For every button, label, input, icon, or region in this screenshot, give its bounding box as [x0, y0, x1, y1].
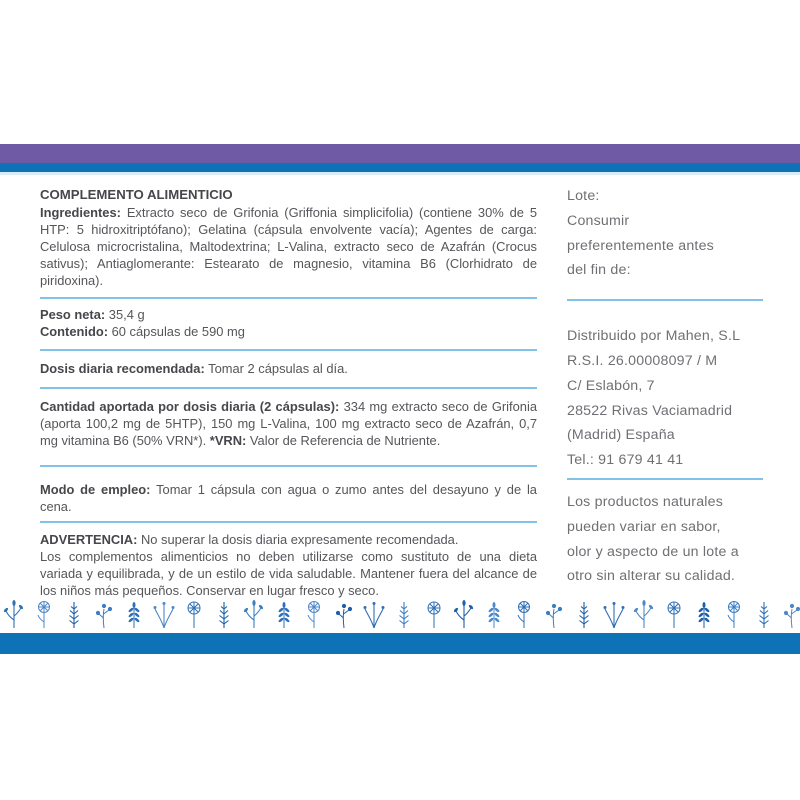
plant-illustrations-border-icon — [0, 598, 800, 632]
section-divider — [40, 465, 537, 467]
note-line: pueden variar en sabor, — [567, 518, 721, 535]
page-title: COMPLEMENTO ALIMENTICIO — [40, 187, 233, 202]
amount-per-dose-text: 334 mg extracto seco de Grifonia (aporta 100,2 mg de 5HTP), 150 mg L-Valina, 100 mg extracto seco de Azafrán, 0,7 mg vitamina B6 (50% VRN*). — [40, 399, 537, 448]
content-value: 60 cápsulas de 590 mg — [111, 324, 245, 339]
note-line: olor y aspecto de un lote a — [567, 543, 739, 560]
note-line: Los productos naturales — [567, 493, 724, 510]
amount-per-dose-paragraph — [40, 398, 537, 449]
best-before-line: del fin de: — [567, 262, 631, 279]
ingredients-paragraph — [40, 204, 537, 289]
distributor-line: (Madrid) España — [567, 427, 675, 444]
distributor-phone: Tel.: 91 679 41 41 — [567, 452, 684, 469]
usage-text: Tomar 1 cápsula con agua o zumo antes del desayuno y de la cena. — [40, 482, 537, 514]
daily-dose-label: Dosis diaria recomendada: — [40, 361, 205, 376]
natural-products-note — [567, 490, 763, 589]
net-weight-label: Peso neta: — [40, 307, 106, 322]
net-weight-value: 35,4 g — [108, 307, 145, 322]
bottom-blue-band — [0, 633, 800, 654]
date-fill-in-line — [567, 299, 763, 301]
top-purple-band — [0, 144, 800, 163]
section-divider — [40, 349, 537, 351]
lot-distributor-column — [567, 184, 763, 589]
distributor-block — [567, 324, 763, 473]
top-blue-band — [0, 163, 800, 172]
daily-dose-text: Tomar 2 cápsulas al día. — [208, 361, 348, 376]
usage-label: Modo de empleo: — [40, 482, 151, 497]
content-row — [40, 323, 537, 340]
best-before-line: Consumir — [567, 212, 630, 229]
net-weight-row — [40, 306, 537, 323]
section-divider — [40, 387, 537, 389]
best-before-line: preferentemente antes — [567, 237, 714, 254]
label-info-column — [40, 186, 537, 599]
usage-paragraph — [40, 481, 537, 515]
warning-label: ADVERTENCIA: — [40, 532, 138, 547]
note-line: otro sin alterar su calidad. — [567, 568, 736, 585]
distributor-line: Distribuido por Mahen, S.L — [567, 328, 741, 345]
lot-label: Lote: — [567, 188, 600, 204]
content-label: Contenido: — [40, 324, 109, 339]
warning-paragraph — [40, 531, 537, 599]
vrn-text: Valor de Referencia de Nutriente. — [249, 433, 441, 448]
ingredients-text: Extracto seco de Grifonia (Griffonia simplicifolia) (contiene 30% de 5 HTP: 5 hidroxitriptófano); Gelatina (cápsula envolvente vacía); Agentes de carga: Celulosa microcristalina, Maltodextrina; L-Valina, extracto seco de Azafrán (Crocus sativus); Antiaglomerante: Estearato de magnesio, vitamina B6 (Clorhidrato de piridoxina). — [40, 205, 537, 288]
section-divider — [40, 297, 537, 299]
section-divider — [40, 521, 537, 523]
ingredients-label: Ingredientes: — [40, 205, 121, 220]
distributor-line: C/ Eslabón, 7 — [567, 377, 655, 394]
warning-text-2: Los complementos alimenticios no deben utilizarse como sustituto de una dieta variada y equilibrada, y de un estilo de vida saludable. Mantener fuera del alcance de los niños más pequeños. Conservar en lugar fresco y seco. — [40, 549, 537, 598]
top-pale-strip — [0, 172, 800, 175]
warning-text-1: No superar la dosis diaria expresamente recomendada. — [141, 532, 459, 547]
section-divider — [567, 478, 763, 480]
amount-per-dose-label: Cantidad aportada por dosis diaria (2 cápsulas): — [40, 399, 340, 414]
distributor-line: 28522 Rivas Vaciamadrid — [567, 402, 733, 419]
daily-dose-row — [40, 360, 537, 377]
distributor-line: R.S.I. 26.00008097 / M — [567, 352, 718, 369]
warning-first-line — [40, 531, 537, 548]
vrn-label: *VRN: — [209, 433, 247, 448]
